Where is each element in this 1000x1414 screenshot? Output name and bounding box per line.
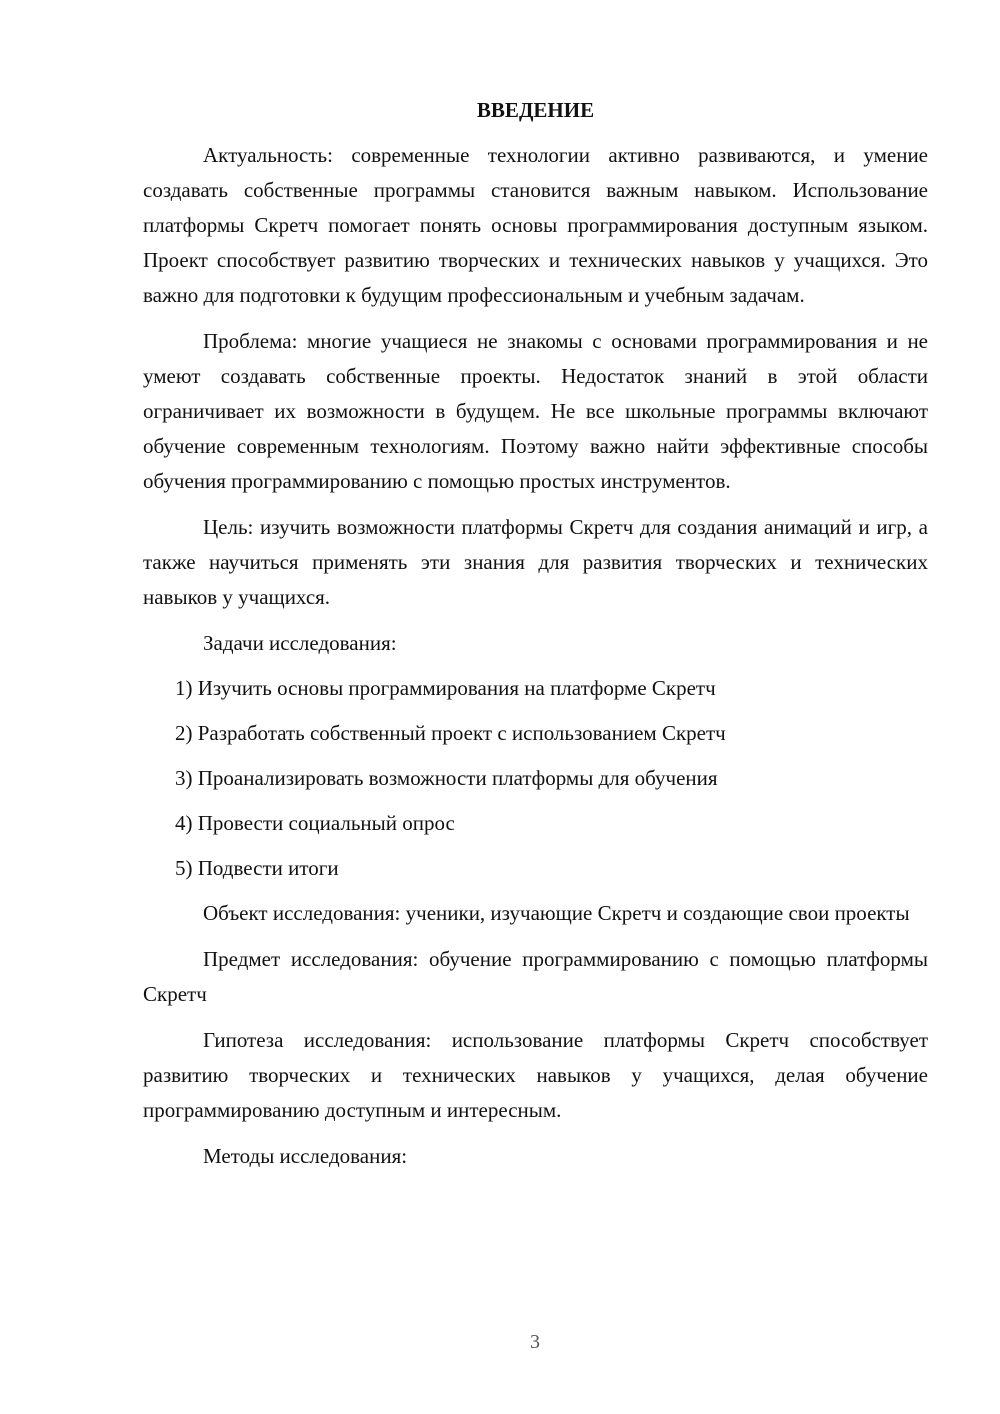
- relevance-paragraph: Актуальность: современные технологии активно развиваются, и умение создавать собственные программы становится важным навыком. Использование платформы Скретч помогает понять основы программирования доступным языком. Проект способствует развитию творческих и технических навыков у учащихся. Это важно для подготовки к будущим профессиональным и учебным задачам.: [143, 143, 928, 307]
- tasks-list: [143, 671, 928, 886]
- subject-paragraph: Предмет исследования: обучение программированию с помощью платформы Скретч: [143, 947, 928, 1006]
- list-item: 4) Провести социальный опрос: [175, 811, 455, 835]
- problem-paragraph: Проблема: многие учащиеся не знакомы с основами программирования и не умеют создавать собственные проекты. Недостаток знаний в этой области ограничивает их возможности в будущем. Не все школьные программы включают обучение современным технологиям. Поэтому важно найти эффективные способы обучения программированию с помощью простых инструментов.: [143, 329, 928, 493]
- page-number: 3: [530, 1331, 540, 1353]
- list-item: 3) Проанализировать возможности платформы для обучения: [175, 766, 718, 790]
- list-item: 5) Подвести итоги: [175, 856, 339, 880]
- list-item: 2) Разработать собственный проект с использованием Скретч: [175, 721, 726, 745]
- page-title: ВВЕДЕНИЕ: [476, 98, 595, 122]
- object-paragraph: Объект исследования: ученики, изучающие Скретч и создающие свои проекты: [203, 901, 910, 925]
- goal-paragraph: Цель: изучить возможности платформы Скретч для создания анимаций и игр, а также научиться применять эти знания для развития творческих и технических навыков у учащихся.: [143, 515, 928, 609]
- tasks-heading: Задачи исследования:: [203, 631, 397, 655]
- list-item: 1) Изучить основы программирования на платформе Скретч: [175, 676, 716, 700]
- page-content: [143, 93, 928, 1184]
- hypothesis-paragraph: Гипотеза исследования: использование платформы Скретч способствует развитию творческих и технических навыков у учащихся, делая обучение программированию доступным и интересным.: [143, 1028, 928, 1122]
- methods-heading: Методы исследования:: [203, 1144, 408, 1168]
